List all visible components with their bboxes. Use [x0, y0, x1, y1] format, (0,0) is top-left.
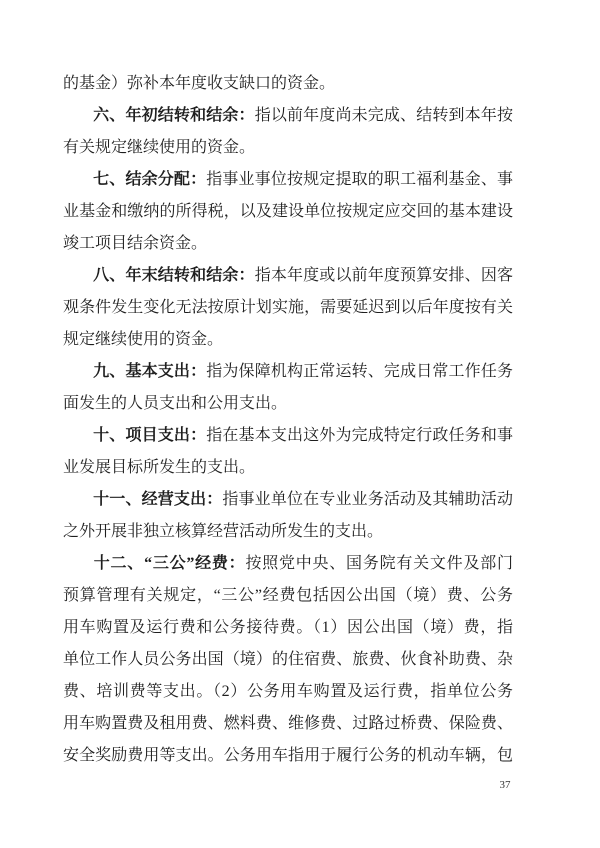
text-line: [63, 388, 513, 420]
first-line-indent: [63, 375, 93, 376]
text-line: [63, 132, 513, 164]
text-line: [63, 452, 513, 484]
term-heading: 七、结余分配：: [93, 171, 207, 188]
body-text: 指事业事位按规定提取的职工福利基金、事: [206, 171, 513, 188]
text-line: [63, 260, 513, 292]
text-line: [63, 356, 513, 388]
body-text: 的基金）弥补本年度收支缺口的资金。: [63, 75, 336, 92]
term-heading: 十一、经营支出：: [93, 491, 223, 508]
body-text: 费、培训费等支出。（2）公务用车购置及运行费，指单位公务: [63, 683, 513, 700]
body-text: 按照党中央、国务院有关文件及部门: [245, 555, 513, 572]
body-text: 指以前年度尚未完成、结转到本年按: [254, 107, 513, 124]
body-text: 指为保障机构正常运转、完成日常工作任务: [206, 363, 513, 380]
text-line: [63, 516, 513, 548]
body-text: 面发生的人员支出和公用支出。: [63, 395, 288, 412]
term-heading: 九、基本支出：: [93, 363, 207, 380]
text-line: [63, 708, 513, 740]
body-text: 有关规定继续使用的资金。: [63, 139, 256, 156]
text-line: [63, 100, 513, 132]
first-line-indent: [63, 183, 93, 184]
body-text: 指在基本支出这外为完成特定行政任务和事: [206, 427, 513, 444]
text-line: [63, 228, 513, 260]
body-text: 用车购置费及租用费、燃料费、维修费、过路过桥费、保险费、: [63, 715, 513, 732]
term-heading: 六、年初结转和结余：: [93, 107, 255, 124]
first-line-indent: [63, 567, 93, 568]
text-line: [63, 612, 513, 644]
body-text: 竣工项目结余资金。: [63, 235, 208, 252]
first-line-indent: [63, 439, 93, 440]
first-line-indent: [63, 119, 93, 120]
document-text-block: [63, 68, 513, 772]
body-text: 指事业单位在专业业务活动及其辅助活动: [222, 491, 513, 508]
first-line-indent: [63, 279, 93, 280]
text-line: [63, 196, 513, 228]
body-text: 用车购置及运行费和公务接待费。（1）因公出国（境）费，指: [63, 619, 513, 636]
body-text: 业基金和缴纳的所得税，以及建设单位按规定应交回的基本建设: [63, 203, 513, 220]
page-number: 37: [499, 779, 511, 791]
text-line: [63, 580, 513, 612]
body-text: 安全奖励费用等支出。公务用车指用于履行公务的机动车辆，包: [63, 747, 513, 764]
text-line: [63, 292, 513, 324]
body-text: 指本年度或以前年度预算安排、因客: [254, 267, 513, 284]
term-heading: 十二、“三公”经费：: [93, 555, 246, 572]
text-line: [63, 68, 513, 100]
text-line: [63, 740, 513, 772]
body-text: 单位工作人员公务出国（境）的住宿费、旅费、伙食补助费、杂: [63, 651, 513, 668]
text-line: [63, 548, 513, 580]
text-line: [63, 164, 513, 196]
body-text: 观条件发生变化无法按原计划实施，需要延迟到以后年度按有关: [63, 299, 513, 316]
body-text: 之外开展非独立核算经营活动所发生的支出。: [63, 523, 384, 540]
body-text: 规定继续使用的资金。: [63, 331, 224, 348]
term-heading: 十、项目支出：: [93, 427, 207, 444]
body-text: 预算管理有关规定，“三公”经费包括因公出国（境）费、公务: [63, 587, 513, 604]
first-line-indent: [63, 503, 93, 504]
text-line: [63, 676, 513, 708]
term-heading: 八、年末结转和结余：: [93, 267, 255, 284]
text-line: [63, 324, 513, 356]
body-text: 业发展目标所发生的支出。: [63, 459, 256, 476]
text-line: [63, 420, 513, 452]
text-line: [63, 644, 513, 676]
text-line: [63, 484, 513, 516]
